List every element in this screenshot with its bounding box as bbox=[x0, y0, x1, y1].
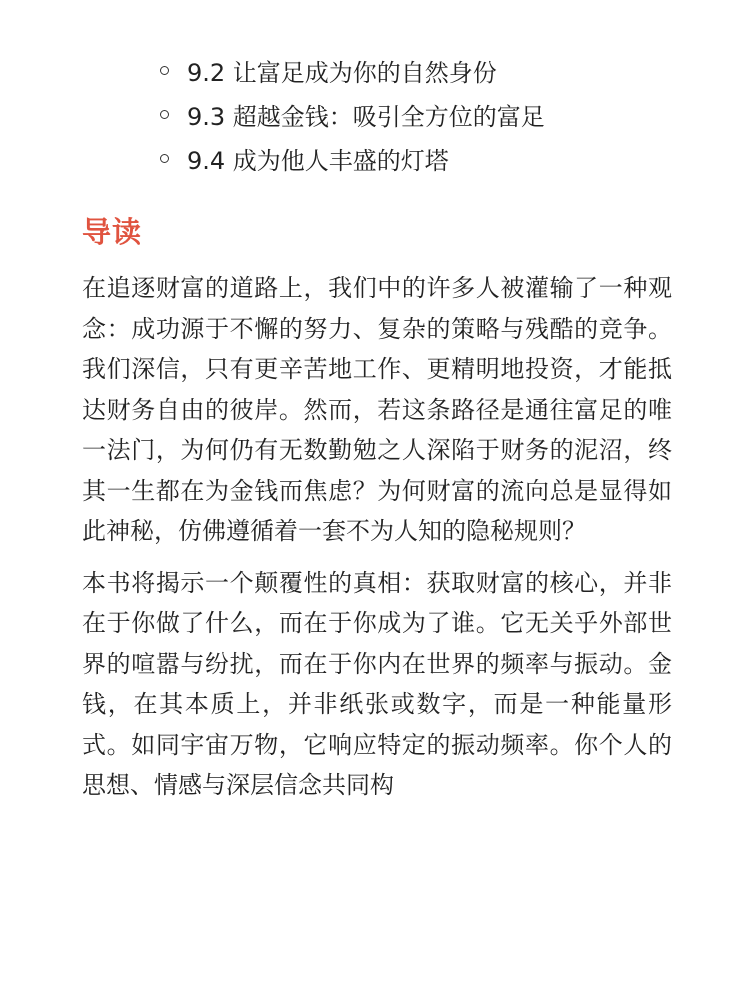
hollow-circle-bullet-icon bbox=[160, 154, 169, 163]
toc-item-label: 9.2 让富足成为你的自然身份 bbox=[187, 58, 497, 87]
hollow-circle-bullet-icon bbox=[160, 110, 169, 119]
section-heading: 导读 bbox=[82, 215, 143, 249]
hollow-circle-bullet-icon bbox=[160, 66, 169, 75]
section-body bbox=[82, 268, 672, 817]
body-paragraph-2: 本书将揭示一个颠覆性的真相：获取财富的核心，并非在于你做了什么，而在于你成为了谁。它无关乎外部世界的喧嚣与纷扰，而在于你内在世界的频率与振动。金钱，在其本质上，并非纸张或数字，而是一种能量形式。如同宇宙万物，它响应特定的振动频率。你个人的思想、情感与深层信念共同构 bbox=[82, 568, 672, 799]
toc-item-label: 9.4 成为他人丰盛的灯塔 bbox=[187, 146, 449, 175]
toc-item-9-4[interactable] bbox=[160, 136, 545, 180]
toc-item-9-3[interactable] bbox=[160, 92, 545, 136]
toc-item-9-2[interactable] bbox=[160, 48, 545, 92]
toc-item-label: 9.3 超越金钱：吸引全方位的富足 bbox=[187, 102, 545, 131]
body-paragraph-1: 在追逐财富的道路上，我们中的许多人被灌输了一种观念：成功源于不懈的努力、复杂的策略与残酷的竞争。我们深信，只有更辛苦地工作、更精明地投资，才能抵达财务自由的彼岸。然而，若这条路径是通往富足的唯一法门，为何仍有无数勤勉之人深陷于财务的泥沼，终其一生都在为金钱而焦虑？为何财富的流向总是显得如此神秘，仿佛遵循着一套不为人知的隐秘规则？ bbox=[82, 274, 672, 545]
table-of-contents bbox=[160, 48, 545, 180]
